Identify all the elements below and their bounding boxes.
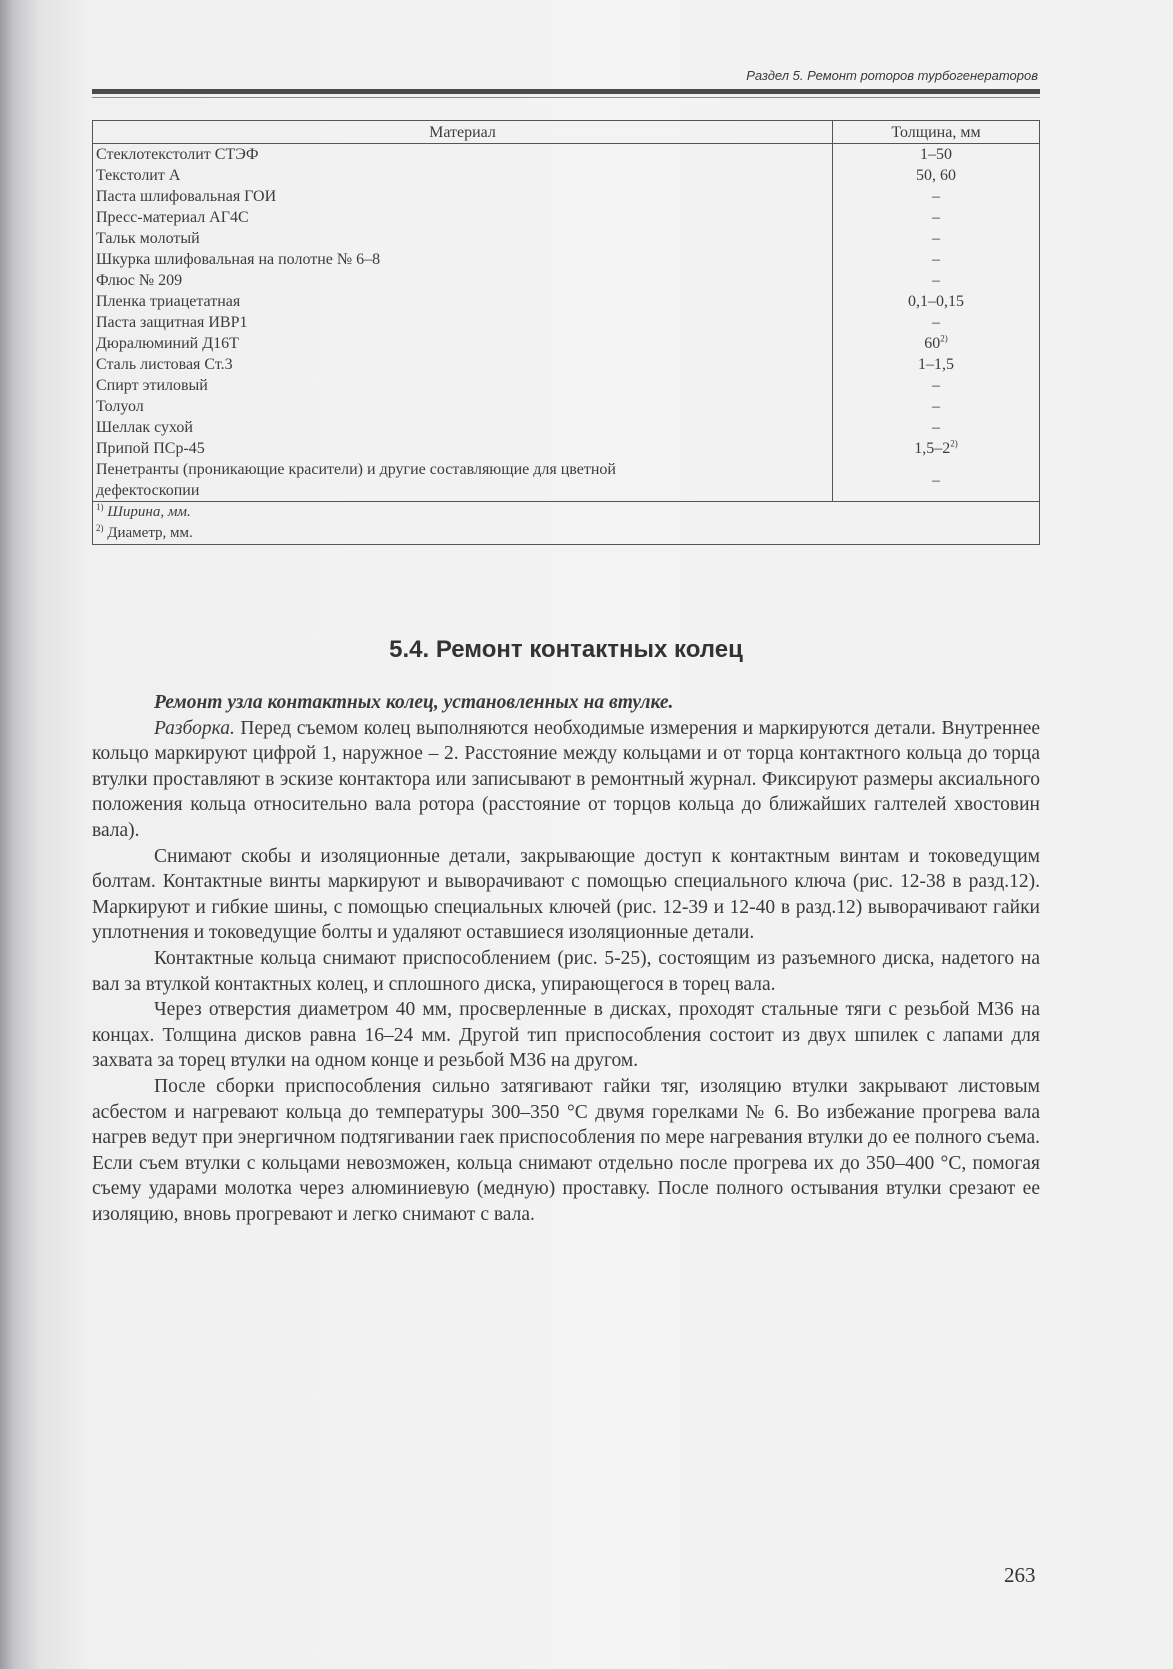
table-row [93,375,1040,396]
table-row [93,186,1040,207]
material-cell: Текстолит А [93,165,833,186]
table-row [93,438,1040,459]
note-mark: 2) [96,523,104,533]
thickness-cell: – [833,417,1040,438]
table-row [93,417,1040,438]
thickness-cell: 1–50 [833,144,1040,166]
table-row [93,459,1040,502]
thickness-cell: – [833,459,1040,502]
paragraph [92,716,1040,844]
subheading-text: Ремонт узла контактных колец, установленных на втулке. [154,692,674,713]
paragraph-lead: Разборка. [154,717,235,739]
material-cell: Пенетранты (проникающие красители) и другие составляющие для цветной дефектоскопии [93,459,833,502]
material-cell: Шкурка шлифовальная на полотне № 6–8 [93,249,833,270]
thickness-cell: 1–1,5 [833,354,1040,375]
thickness-cell: – [833,396,1040,417]
thickness-value: 1,5–2 [914,440,951,457]
thickness-cell [833,333,1040,354]
thickness-cell: – [833,207,1040,228]
table-row [93,333,1040,354]
table-row [93,249,1040,270]
footnote-mark: 2) [950,438,958,449]
table-row [93,291,1040,312]
thickness-cell: 50, 60 [833,165,1040,186]
material-cell: Толуол [93,396,833,417]
material-cell: Шеллак сухой [93,417,833,438]
materials-table [92,120,1040,545]
thickness-value: 60 [924,335,941,352]
thickness-cell: – [833,270,1040,291]
material-cell: Стеклотекстолит СТЭФ [93,144,833,166]
note-text: Диаметр, мм. [107,525,193,541]
page-number: 263 [1004,1563,1036,1587]
table-note [93,523,1040,545]
col-header-material: Материал [93,121,833,144]
paragraph: Контактные кольца снимают приспособлением (рис. 5-25), состоящим из разъемного диска, надетого на вал за втулкой контактных колец, и сплошного диска, упирающегося в торец вала. [92,947,1040,995]
thickness-cell: – [833,375,1040,396]
note-mark: 1) [96,502,104,512]
material-cell: Паста защитная ИВР1 [93,312,833,333]
paragraph: Снимают скобы и изоляционные детали, закрывающие доступ к контактным винтам и токоведущим болтам. Контактные винты маркируют и выворачивают с помощью специального ключа (рис. 12-38 в разд.12). Маркируют и гибкие шины, с помощью специальных ключей (рис. 12-39 и 12-40 в разд.12) выворачивают гайки уплотнения и токоведущие болты и удаляют оставшиеся изоляционные детали. [92,845,1040,944]
table-row [93,354,1040,375]
material-cell: Пресс-материал АГ4С [93,207,833,228]
material-cell: Дюралюминий Д16Т [93,333,833,354]
material-cell: Пленка триацетатная [93,291,833,312]
paragraph: Через отверстия диаметром 40 мм, просверленные в дисках, проходят стальные тяги с резьбой М36 на концах. Толщина дисков равна 16–24 мм. Другой тип приспособления состоит из двух шпилек с лапами для захвата за торец втулки на одном конце и резьбой М36 на другом. [92,999,1040,1072]
table-row [93,207,1040,228]
thickness-cell [833,438,1040,459]
table-row [93,144,1040,166]
material-cell: Сталь листовая Ст.3 [93,354,833,375]
header-rule-thin [92,97,1040,98]
material-cell: Флюс № 209 [93,270,833,291]
table-note [93,502,1040,524]
paragraph: После сборки приспособления сильно затягивают гайки тяг, изоляцию втулки закрывают листовым асбестом и нагревают кольца до температуры 300–350 °С двумя горелками № 6. Во избежание прогрева вала нагрев ведут при энергичном подтягивании гаек приспособления по мере нагревания втулки до ее полного съема. Если съем втулки с кольцами невозможен, кольца снимают отдельно после прогрева их до 350–400 °С, помогая съему ударами молотка через алюминиевую (медную) проставку. После полного остывания втулки срезают ее изоляцию, вновь прогревают и легко снимают с вала. [92,1075,1040,1225]
thickness-cell: – [833,312,1040,333]
material-cell: Припой ПСр-45 [93,438,833,459]
thickness-cell: – [833,228,1040,249]
thickness-cell: 0,1–0,15 [833,291,1040,312]
col-header-thickness: Толщина, мм [833,121,1040,144]
running-header: Раздел 5. Ремонт роторов турбогенераторов [746,68,1038,83]
table-row [93,165,1040,186]
note-text: Ширина, мм. [107,504,191,520]
paragraph-text: Перед съемом колец выполняются необходимые измерения и маркируются детали. Внутреннее кольцо маркируют цифрой 1, наружное – 2. Расстояние между кольцами и от торца контактного кольца до торца втулки проставляют в эскизе контактора или записывают в ремонтный журнал. Фиксируют размеры аксиального положения кольца относительно вала ротора (расстояние от торцов кольца до ближайших галтелей хвостовин вала). [92,717,1040,841]
material-cell: Спирт этиловый [93,375,833,396]
header-rule-thick [92,89,1040,94]
table-header-row [93,121,1040,144]
table-row [93,270,1040,291]
table-note-row [93,523,1040,545]
table-row [93,228,1040,249]
table-row [93,312,1040,333]
material-cell: Паста шлифовальная ГОИ [93,186,833,207]
thickness-cell: – [833,249,1040,270]
section-title: 5.4. Ремонт контактных колец [389,636,743,663]
table-row [93,396,1040,417]
thickness-cell: – [833,186,1040,207]
table-note-row [93,502,1040,524]
body-text [92,690,1040,1227]
subheading [92,690,1040,716]
footnote-mark: 2) [940,333,948,344]
material-cell: Тальк молотый [93,228,833,249]
